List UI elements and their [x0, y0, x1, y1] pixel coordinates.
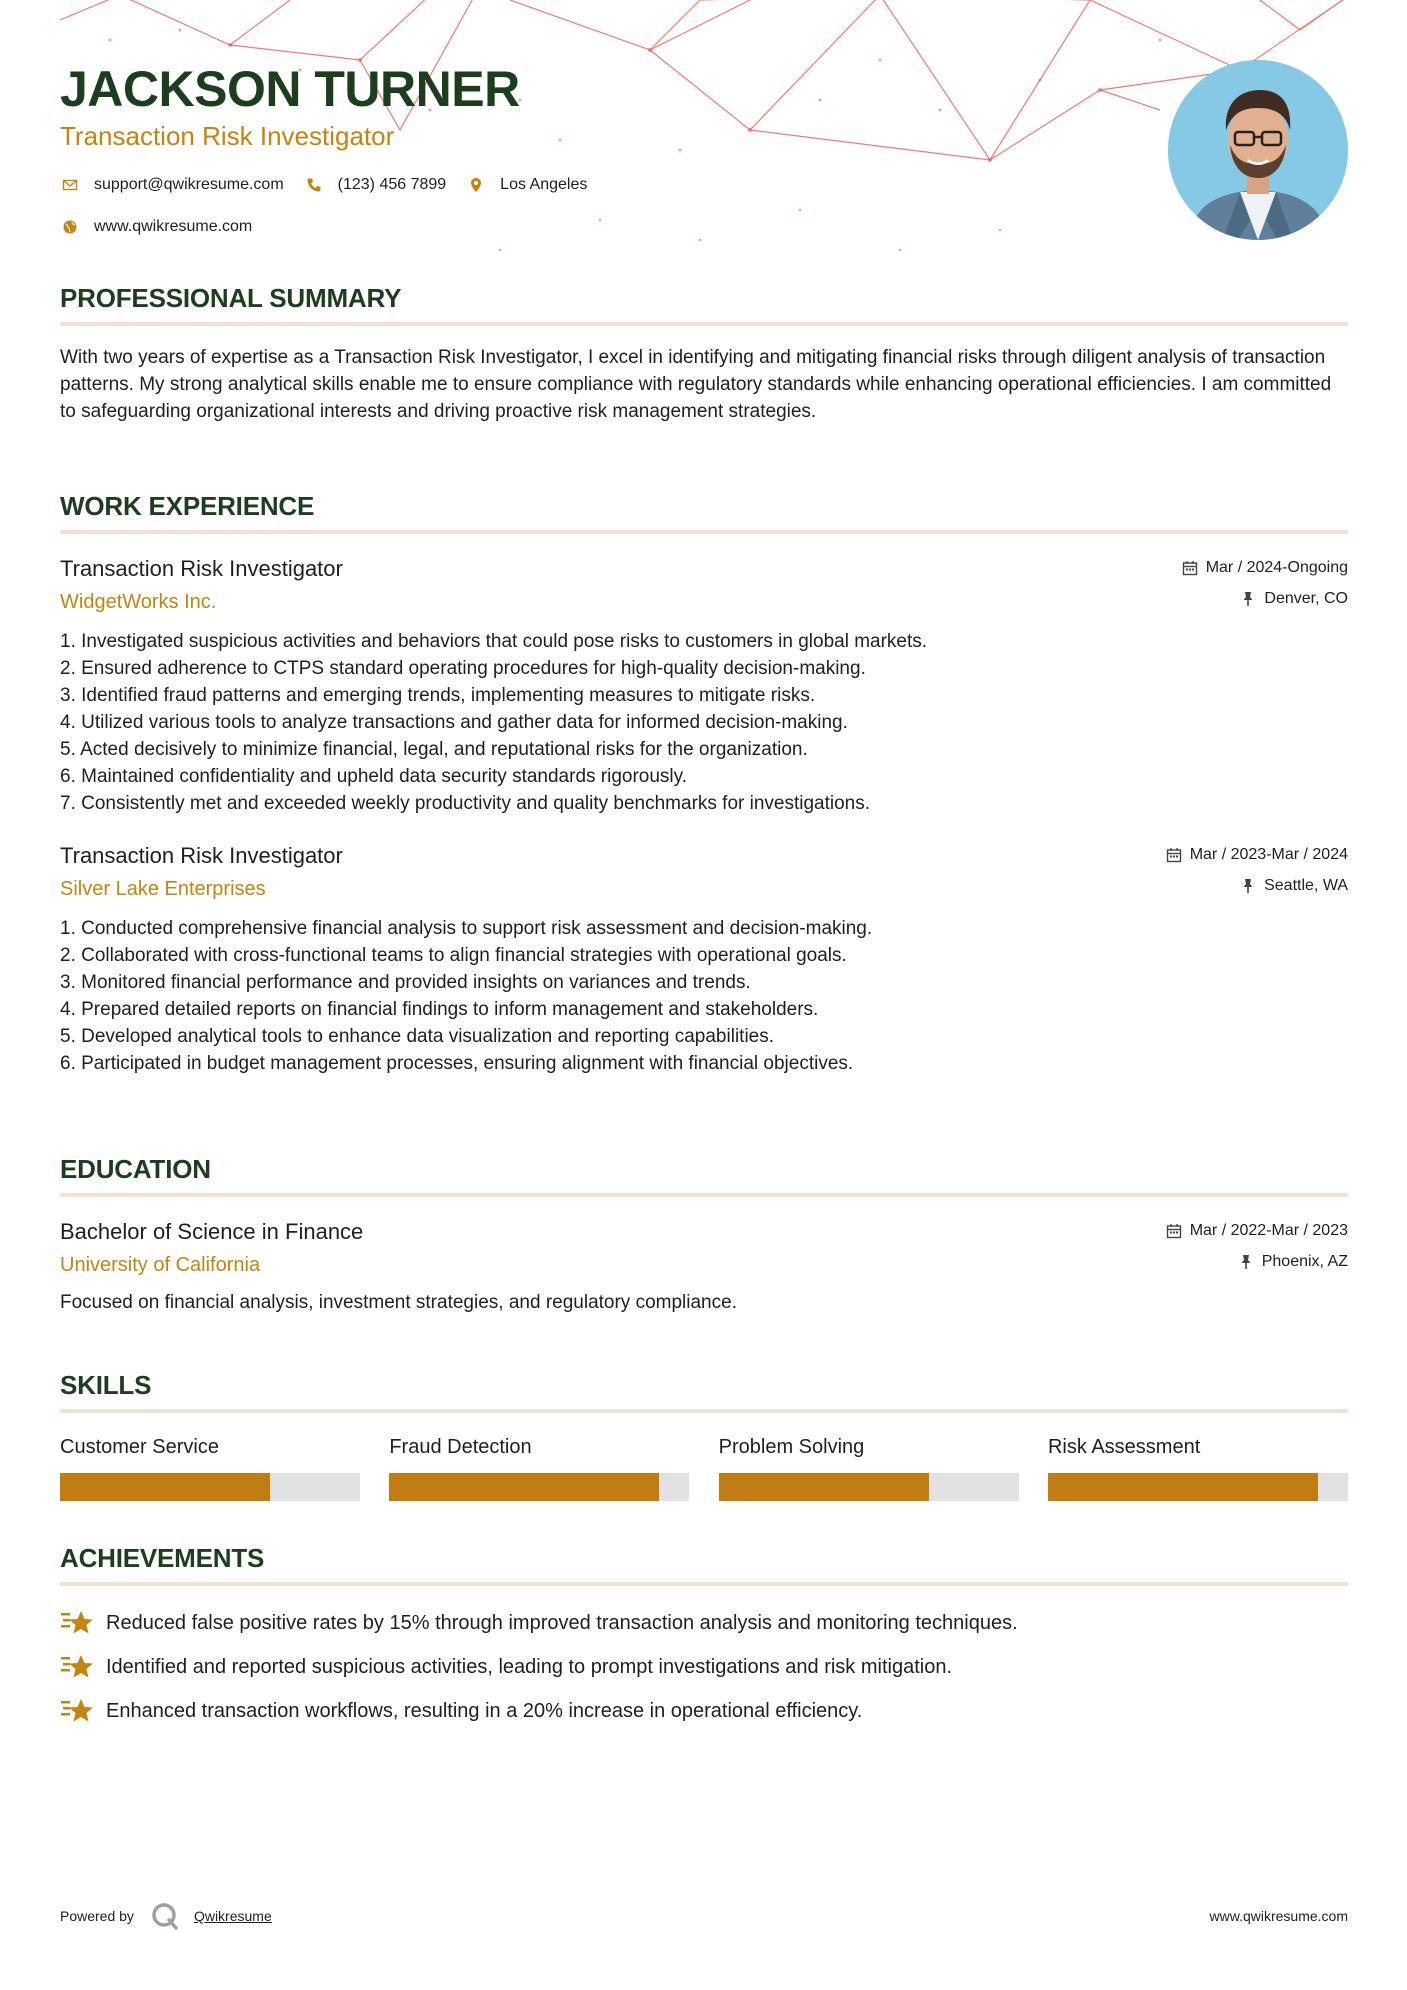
job-location-text: Seattle, WA	[1264, 877, 1348, 894]
section-divider	[60, 1193, 1348, 1197]
pushpin-icon	[1240, 591, 1256, 607]
pushpin-icon	[1238, 1254, 1254, 1270]
skill-level-bar	[60, 1473, 360, 1501]
footer-branding	[60, 1898, 272, 1934]
list-item: 4. Prepared detailed reports on financial findings to inform management and stakeholders.	[60, 999, 819, 1020]
job-bullets	[60, 915, 1348, 1077]
list-item: 7. Consistently met and exceeded weekly productivity and quality benchmarks for investigations.	[60, 793, 871, 814]
education-entry	[60, 1217, 1348, 1316]
list-item	[60, 1608, 1348, 1638]
skill-name: Fraud Detection	[389, 1436, 532, 1458]
list-item: 3. Monitored financial performance and provided insights on variances and trends.	[60, 972, 751, 993]
calendar-icon	[1166, 1223, 1182, 1239]
list-item: 1. Investigated suspicious activities and behaviors that could pose risks to customers in global markets.	[60, 631, 928, 652]
achievement-text: Reduced false positive rates by 15% through improved transaction analysis and monitoring techniques.	[106, 1612, 1018, 1634]
achievement-text: Enhanced transaction workflows, resulting in a 20% increase in operational efficiency.	[106, 1700, 863, 1722]
job-dates	[1166, 841, 1348, 869]
experience-section	[60, 490, 1348, 1077]
section-divider	[60, 322, 1348, 326]
email-text: support@qwikresume.com	[94, 176, 284, 193]
list-item	[60, 1696, 1348, 1726]
skills-section	[60, 1369, 1348, 1501]
list-item: 2. Ensured adherence to CTPS standard operating procedures for high-quality decision-making.	[60, 658, 866, 679]
list-item: 6. Participated in budget management processes, ensuring alignment with financial objectives.	[60, 1053, 854, 1074]
skill-level-fill	[1048, 1473, 1318, 1501]
list-item: 6. Maintained confidentiality and upheld data security standards rigorously.	[60, 766, 688, 787]
job-dates-text: Mar / 2023-Mar / 2024	[1189, 846, 1348, 863]
phone-icon	[304, 175, 324, 195]
skill-item	[60, 1433, 360, 1501]
job-entry	[60, 554, 1348, 817]
footer-url[interactable]: www.qwikresume.com	[1209, 1908, 1348, 1924]
skill-level-fill	[389, 1473, 659, 1501]
job-dates-text: Mar / 2024-Ongoing	[1205, 559, 1348, 576]
list-item: 4. Utilized various tools to analyze transactions and gather data for informed decision-making.	[60, 712, 848, 733]
location-text: Los Angeles	[500, 176, 588, 193]
skill-level-bar	[1048, 1473, 1348, 1501]
list-item: 2. Collaborated with cross-functional teams to align financial strategies with operational goals.	[60, 945, 847, 966]
achievements-heading: ACHIEVEMENTS	[60, 1543, 265, 1573]
contact-row-secondary	[60, 212, 960, 242]
education-section	[60, 1153, 1348, 1316]
job-entry	[60, 841, 1348, 1077]
list-item: 5. Acted decisively to minimize financial, legal, and reputational risks for the organization.	[60, 739, 808, 760]
list-item: 3. Identified fraud patterns and emerging trends, implementing measures to mitigate risks.	[60, 685, 816, 706]
avatar	[1168, 60, 1348, 240]
list-item: 1. Conducted comprehensive financial analysis to support risk assessment and decision-making.	[60, 918, 873, 939]
summary-text: With two years of expertise as a Transaction Risk Investigator, I excel in identifying and mitigating financial risks through diligent analysis of transaction patterns. My strong analytical skills enable me to ensure compliance with regulatory standards while enhancing operational efficiencies. I am committed to safeguarding organizational interests and driving proactive risk management strategies.	[60, 347, 1332, 422]
job-title: Transaction Risk Investigator	[60, 843, 343, 868]
section-divider	[60, 530, 1348, 534]
job-location	[1166, 872, 1348, 900]
profile-photo-illustration	[1168, 60, 1348, 240]
list-item	[60, 1652, 1348, 1682]
globe-icon	[60, 217, 80, 237]
website-text: www.qwikresume.com	[94, 218, 253, 235]
skill-name: Customer Service	[60, 1436, 219, 1458]
powered-by-label: Powered by	[60, 1908, 134, 1924]
skill-level-fill	[60, 1473, 270, 1501]
envelope-icon	[60, 175, 80, 195]
brand-link[interactable]: Qwikresume	[193, 1908, 272, 1924]
skill-level-bar	[719, 1473, 1019, 1501]
pushpin-icon	[1240, 878, 1256, 894]
education-dates-text: Mar / 2022-Mar / 2023	[1189, 1222, 1348, 1239]
contact-email[interactable]	[60, 175, 284, 195]
degree-title: Bachelor of Science in Finance	[60, 1219, 364, 1244]
skills-list	[60, 1433, 1348, 1501]
experience-heading: WORK EXPERIENCE	[60, 491, 315, 521]
candidate-role: Transaction Risk Investigator	[60, 121, 395, 151]
job-location-text: Denver, CO	[1264, 590, 1348, 607]
candidate-name: JACKSON TURNER	[60, 61, 520, 117]
skill-item	[719, 1433, 1019, 1501]
job-dates	[1182, 554, 1348, 582]
calendar-icon	[1182, 560, 1198, 576]
education-description: Focused on financial analysis, investment strategies, and regulatory compliance.	[60, 1292, 737, 1313]
education-location	[1166, 1248, 1348, 1276]
skill-level-bar	[389, 1473, 689, 1501]
star-achievement-icon	[60, 1608, 94, 1638]
star-achievement-icon	[60, 1696, 94, 1726]
list-item: 5. Developed analytical tools to enhance data visualization and reporting capabilities.	[60, 1026, 775, 1047]
phone-text: (123) 456 7899	[337, 176, 447, 193]
footer	[60, 1898, 1348, 1934]
job-meta	[1166, 841, 1348, 900]
skill-item	[389, 1433, 689, 1501]
star-achievement-icon	[60, 1652, 94, 1682]
education-location-text: Phoenix, AZ	[1261, 1253, 1348, 1270]
contact-info	[60, 170, 960, 242]
skill-item	[1048, 1433, 1348, 1501]
achievements-section	[60, 1542, 1348, 1726]
education-dates	[1166, 1217, 1348, 1245]
skills-heading: SKILLS	[60, 1370, 152, 1400]
education-heading: EDUCATION	[60, 1154, 211, 1184]
contact-website[interactable]	[60, 217, 252, 237]
job-bullets	[60, 628, 1348, 817]
skill-name: Risk Assessment	[1047, 1436, 1201, 1458]
contact-row-primary	[60, 170, 960, 200]
job-company: Silver Lake Enterprises	[60, 878, 266, 900]
job-title: Transaction Risk Investigator	[60, 556, 343, 581]
education-meta	[1166, 1217, 1348, 1276]
resume-header	[60, 60, 1160, 152]
summary-section	[60, 282, 1348, 425]
school-name: University of California	[60, 1254, 261, 1276]
achievement-text: Identified and reported suspicious activities, leading to prompt investigations and risk mitigation.	[106, 1656, 953, 1678]
job-location	[1182, 585, 1348, 613]
job-company: WidgetWorks Inc.	[60, 591, 217, 613]
contact-phone[interactable]	[304, 175, 447, 195]
skill-name: Problem Solving	[718, 1436, 865, 1458]
contact-location	[466, 175, 587, 195]
summary-heading: PROFESSIONAL SUMMARY	[60, 283, 402, 313]
map-pin-icon	[466, 175, 486, 195]
section-divider	[60, 1582, 1348, 1586]
job-meta	[1182, 554, 1348, 613]
calendar-icon	[1166, 847, 1182, 863]
qwikresume-logo-icon	[150, 1901, 180, 1931]
section-divider	[60, 1409, 1348, 1413]
achievements-list	[60, 1608, 1348, 1726]
skill-level-fill	[719, 1473, 929, 1501]
